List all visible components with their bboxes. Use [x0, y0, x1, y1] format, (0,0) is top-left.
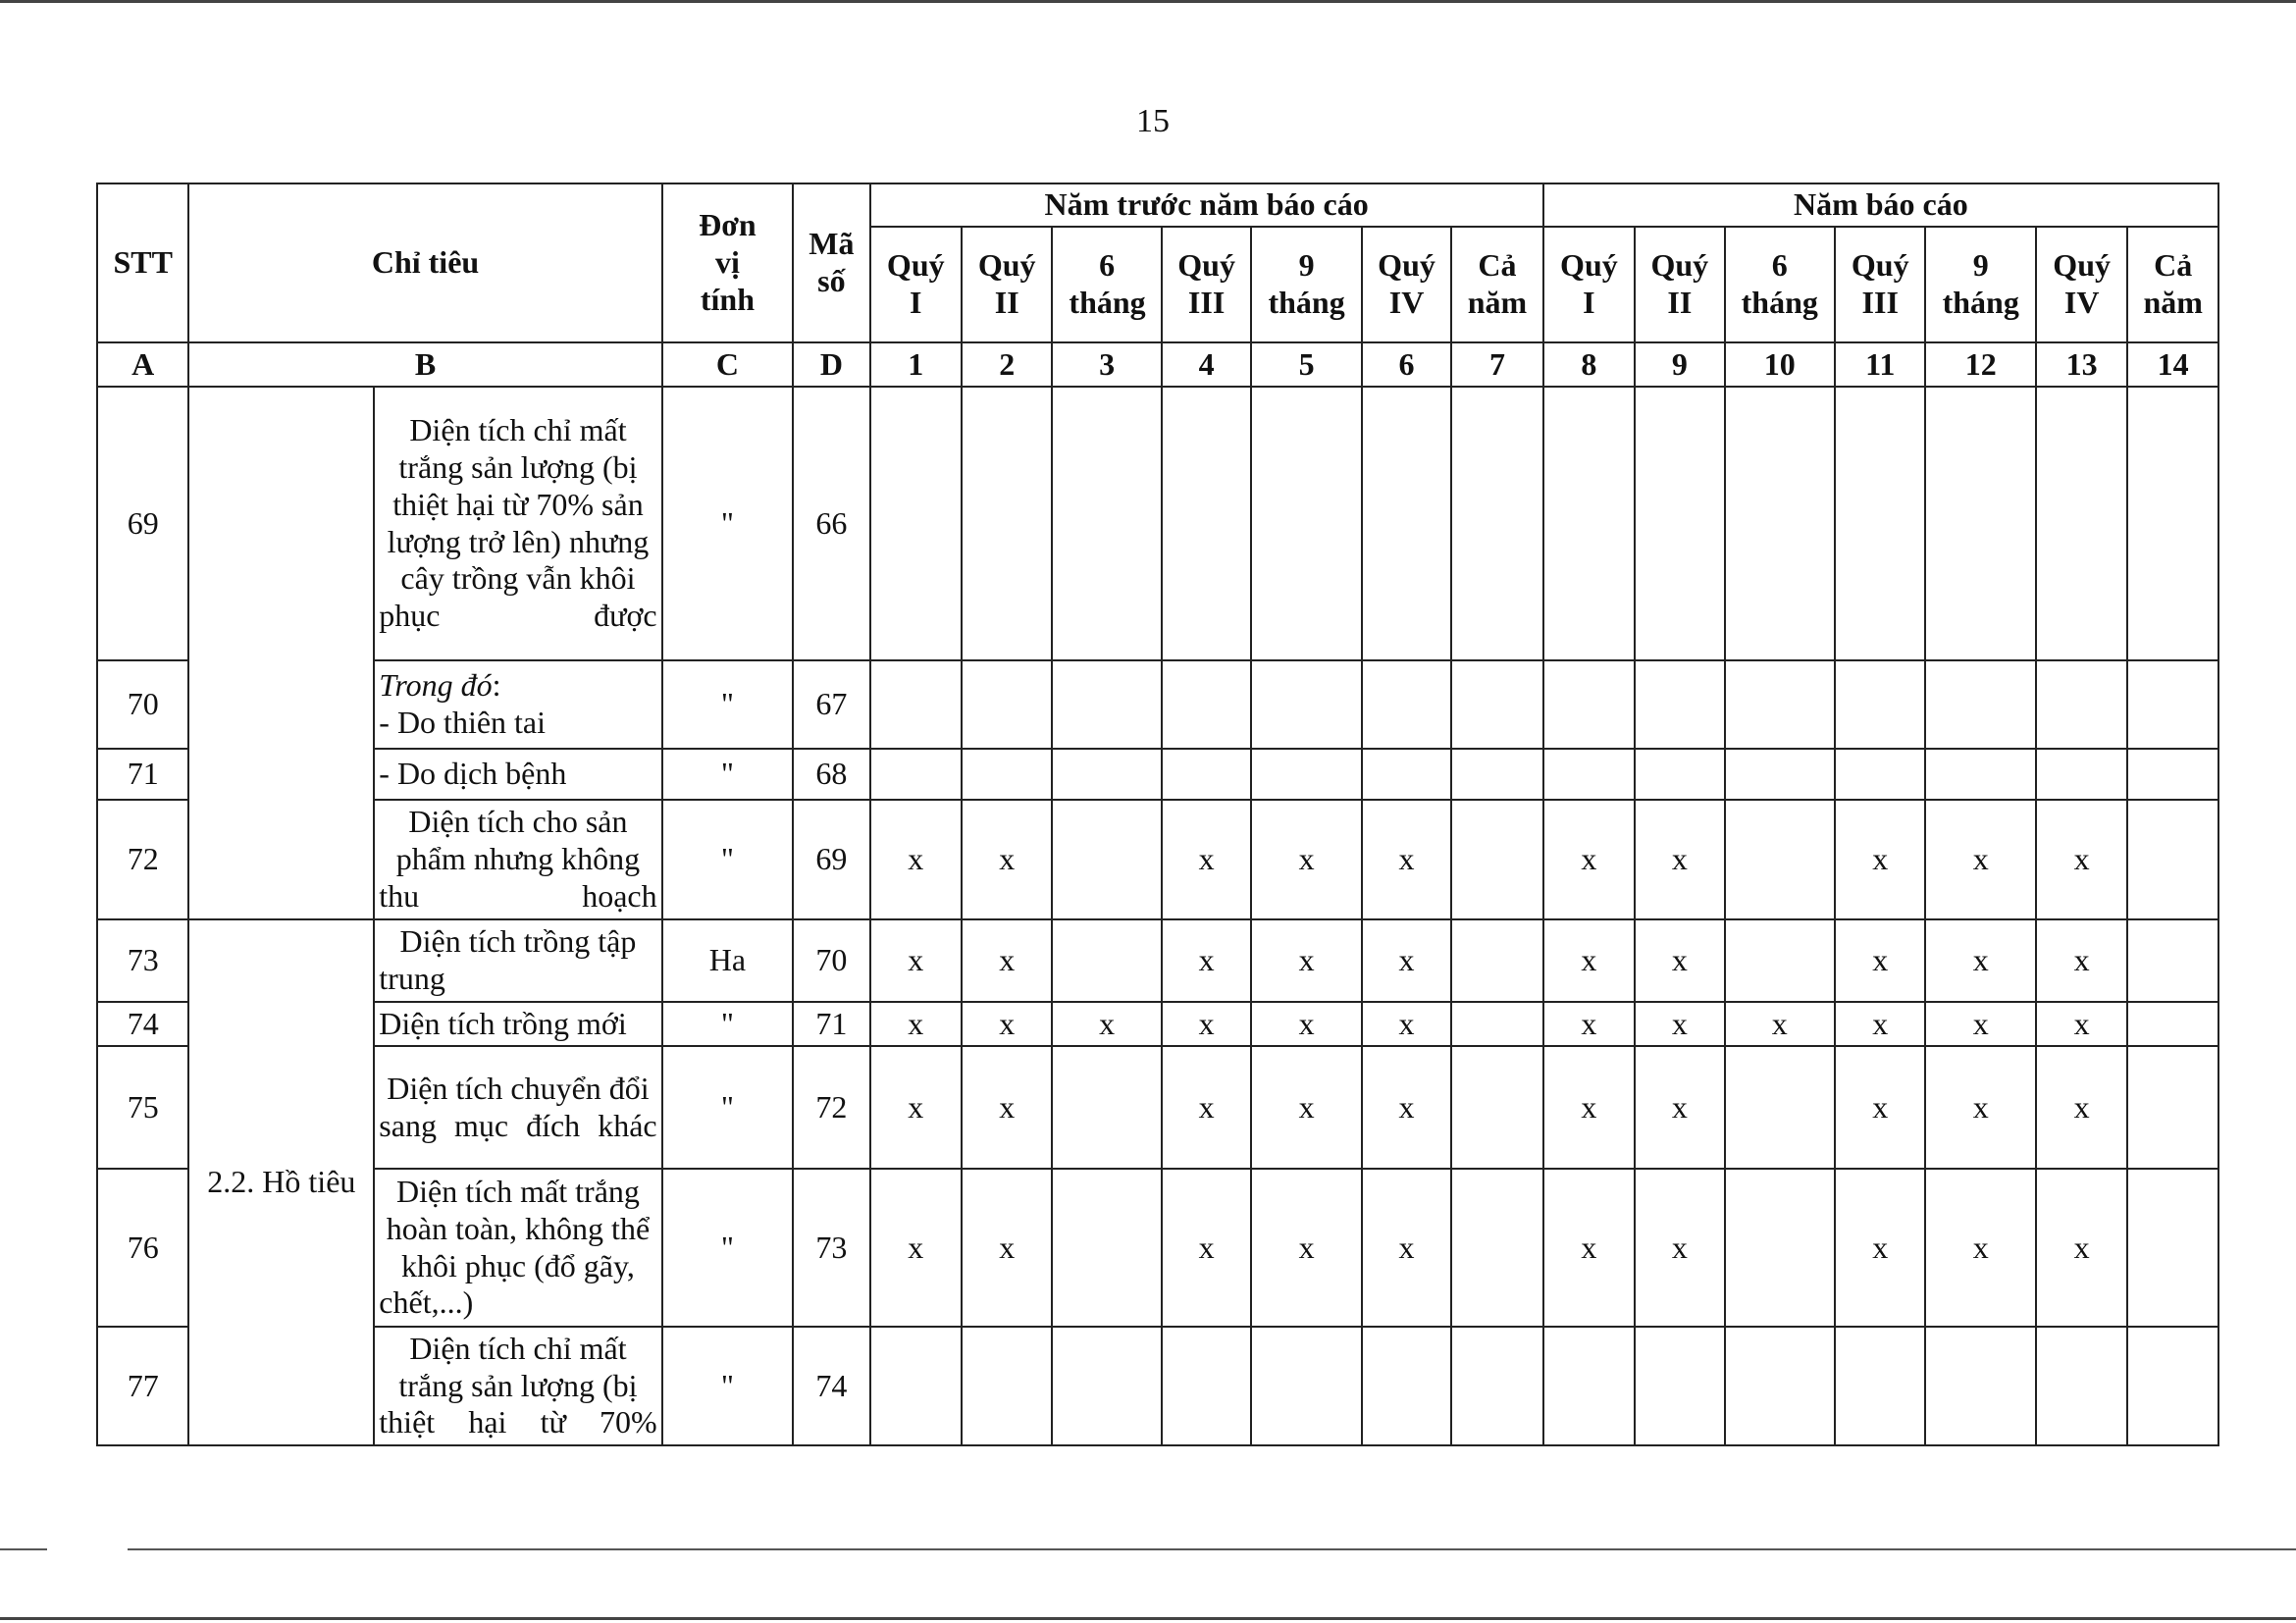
header-period: 6 tháng: [1725, 227, 1836, 342]
cell-mark: x: [1543, 800, 1635, 919]
row-desc: Diện tích trồng mới: [374, 1002, 661, 1046]
cell-mark: x: [2036, 919, 2127, 1002]
table-row: [97, 919, 2218, 1002]
cell-mark: [870, 1327, 962, 1445]
cell-mark: [2036, 1327, 2127, 1445]
cell-mark: [1251, 660, 1362, 749]
row-code: 67: [793, 660, 869, 749]
cell-mark: [1835, 387, 1925, 660]
cell-mark: x: [1543, 1002, 1635, 1046]
col-number: 14: [2127, 342, 2218, 387]
col-number: 9: [1635, 342, 1724, 387]
cell-mark: [2127, 387, 2218, 660]
header-period: Quý II: [962, 227, 1052, 342]
cell-mark: [1251, 387, 1362, 660]
cell-mark: x: [1362, 1002, 1451, 1046]
col-letter: D: [793, 342, 869, 387]
cell-mark: [1725, 800, 1836, 919]
cell-mark: x: [1543, 1169, 1635, 1327]
cell-mark: [1451, 1169, 1542, 1327]
cell-mark: x: [1251, 1046, 1362, 1169]
row-unit: ": [662, 1046, 794, 1169]
scan-line-top: [0, 0, 2296, 3]
row-stt: 75: [97, 1046, 188, 1169]
col-number: 4: [1162, 342, 1251, 387]
header-period: 9 tháng: [1925, 227, 2036, 342]
cell-mark: [1451, 800, 1542, 919]
row-desc: Diện tích chuyển đổi sang mục đích khác: [374, 1046, 661, 1169]
group-label: 2.2. Hồ tiêu: [188, 919, 374, 1445]
row-stt: 69: [97, 387, 188, 660]
cell-mark: x: [1635, 1002, 1724, 1046]
header-prev-year: Năm trước năm báo cáo: [870, 183, 1543, 227]
cell-mark: x: [1251, 800, 1362, 919]
cell-mark: x: [2036, 1002, 2127, 1046]
cell-mark: [2036, 749, 2127, 800]
cell-mark: x: [1162, 800, 1251, 919]
row-unit: ": [662, 800, 794, 919]
col-letter: A: [97, 342, 188, 387]
row-stt: 76: [97, 1169, 188, 1327]
cell-mark: x: [870, 1046, 962, 1169]
cell-mark: x: [1543, 1046, 1635, 1169]
cell-mark: [1635, 749, 1724, 800]
col-number: 1: [870, 342, 962, 387]
cell-mark: x: [1251, 919, 1362, 1002]
cell-mark: [2127, 1327, 2218, 1445]
col-number: 6: [1362, 342, 1451, 387]
cell-mark: [1162, 1327, 1251, 1445]
cell-mark: [1362, 387, 1451, 660]
row-desc: Diện tích cho sản phẩm nhưng không thu hoạch: [374, 800, 661, 919]
cell-mark: [1162, 660, 1251, 749]
cell-mark: x: [870, 1169, 962, 1327]
scan-line-bottom-left: [0, 1548, 47, 1550]
cell-mark: [2127, 800, 2218, 919]
row-unit: ": [662, 660, 794, 749]
row-code: 71: [793, 1002, 869, 1046]
cell-mark: x: [1635, 1169, 1724, 1327]
cell-mark: x: [1251, 1002, 1362, 1046]
row-code: 74: [793, 1327, 869, 1445]
table-row: [97, 1327, 2218, 1445]
cell-mark: [2127, 749, 2218, 800]
cell-mark: [962, 387, 1052, 660]
row-unit: ": [662, 749, 794, 800]
cell-mark: [2127, 1169, 2218, 1327]
header-period: 9 tháng: [1251, 227, 1362, 342]
row-desc-line: - Do thiên tai: [379, 705, 547, 740]
row-code: 69: [793, 800, 869, 919]
col-letter: B: [188, 342, 661, 387]
row-unit: Ha: [662, 919, 794, 1002]
header-period: Cả năm: [1451, 227, 1542, 342]
header-chi-tieu: Chỉ tiêu: [188, 183, 661, 342]
cell-mark: x: [870, 800, 962, 919]
cell-mark: x: [870, 919, 962, 1002]
cell-mark: x: [1835, 1169, 1925, 1327]
cell-mark: [1451, 1327, 1542, 1445]
cell-mark: [1543, 660, 1635, 749]
cell-mark: x: [1925, 1002, 2036, 1046]
row-desc: [374, 660, 661, 749]
cell-mark: [962, 660, 1052, 749]
header-period: Quý I: [870, 227, 962, 342]
cell-mark: [1725, 387, 1836, 660]
cell-mark: [1052, 919, 1162, 1002]
cell-mark: x: [1925, 1046, 2036, 1169]
cell-mark: x: [1162, 1169, 1251, 1327]
cell-mark: [1251, 749, 1362, 800]
header-ma-so: Mã số: [793, 183, 869, 342]
scan-line-bottom: [128, 1548, 2296, 1550]
cell-mark: x: [1543, 919, 1635, 1002]
cell-mark: [1451, 749, 1542, 800]
cell-mark: [870, 387, 962, 660]
cell-mark: [1052, 800, 1162, 919]
cell-mark: x: [1635, 919, 1724, 1002]
cell-mark: [1543, 1327, 1635, 1445]
cell-mark: [1162, 749, 1251, 800]
table-row: [97, 1046, 2218, 1169]
cell-mark: x: [1925, 800, 2036, 919]
row-unit: ": [662, 1169, 794, 1327]
row-stt: 70: [97, 660, 188, 749]
cell-mark: x: [962, 1046, 1052, 1169]
row-code: 73: [793, 1169, 869, 1327]
table-row: [97, 660, 2218, 749]
table-row: [97, 800, 2218, 919]
cell-mark: x: [1162, 1002, 1251, 1046]
cell-mark: [2127, 1002, 2218, 1046]
cell-mark: [2127, 919, 2218, 1002]
cell-mark: [1925, 749, 2036, 800]
row-stt: 73: [97, 919, 188, 1002]
cell-mark: [962, 749, 1052, 800]
row-desc-colon: :: [492, 667, 501, 704]
cell-mark: x: [1835, 1046, 1925, 1169]
cell-mark: x: [1362, 1169, 1451, 1327]
cell-mark: [1451, 919, 1542, 1002]
cell-mark: [1925, 660, 2036, 749]
header-period: Quý I: [1543, 227, 1635, 342]
row-stt: 74: [97, 1002, 188, 1046]
cell-mark: x: [1635, 800, 1724, 919]
row-desc-italic: Trong đó: [379, 667, 493, 704]
page-number: 15: [1136, 103, 1170, 139]
table-row: [97, 749, 2218, 800]
report-table: [96, 183, 2219, 1446]
cell-mark: [1925, 1327, 2036, 1445]
cell-mark: [1362, 660, 1451, 749]
row-stt: 72: [97, 800, 188, 919]
col-letter: C: [662, 342, 794, 387]
cell-mark: [1725, 660, 1836, 749]
row-unit: ": [662, 1327, 794, 1445]
row-unit: ": [662, 1002, 794, 1046]
col-number: 8: [1543, 342, 1635, 387]
col-number: 10: [1725, 342, 1836, 387]
col-number: 11: [1835, 342, 1925, 387]
cell-mark: [962, 1327, 1052, 1445]
cell-mark: [1162, 387, 1251, 660]
cell-mark: [1635, 387, 1724, 660]
header-stt: STT: [97, 183, 188, 342]
cell-mark: [1451, 1046, 1542, 1169]
cell-mark: [1835, 1327, 1925, 1445]
cell-mark: [1451, 660, 1542, 749]
cell-mark: [1052, 660, 1162, 749]
cell-mark: x: [1251, 1169, 1362, 1327]
cell-mark: [870, 660, 962, 749]
header-period: Cả năm: [2127, 227, 2218, 342]
header-period: Quý IV: [2036, 227, 2127, 342]
cell-mark: [1052, 1169, 1162, 1327]
cell-mark: [1052, 1327, 1162, 1445]
cell-mark: x: [2036, 800, 2127, 919]
col-number: 5: [1251, 342, 1362, 387]
row-desc: Diện tích chỉ mất trắng sản lượng (bị thiệt hại từ 70%: [374, 1327, 661, 1445]
row-code: 66: [793, 387, 869, 660]
cell-mark: [1835, 749, 1925, 800]
cell-mark: x: [1835, 919, 1925, 1002]
header-period: Quý III: [1162, 227, 1251, 342]
table-row: [97, 1169, 2218, 1327]
cell-mark: [1725, 1327, 1836, 1445]
cell-mark: x: [1925, 919, 2036, 1002]
cell-mark: [1635, 1327, 1724, 1445]
row-stt: 77: [97, 1327, 188, 1445]
cell-mark: [1543, 387, 1635, 660]
row-code: 72: [793, 1046, 869, 1169]
cell-mark: [1052, 1046, 1162, 1169]
cell-mark: [1251, 1327, 1362, 1445]
cell-mark: [1543, 749, 1635, 800]
cell-mark: [1451, 1002, 1542, 1046]
cell-mark: [870, 749, 962, 800]
row-desc: Diện tích chỉ mất trắng sản lượng (bị thiệt hại từ 70% sản lượng trở lên) nhưng cây trồng vẫn khôi phục được: [374, 387, 661, 660]
cell-mark: x: [1162, 1046, 1251, 1169]
cell-mark: [2036, 660, 2127, 749]
cell-mark: x: [1362, 1046, 1451, 1169]
header-period: 6 tháng: [1052, 227, 1162, 342]
cell-mark: x: [962, 800, 1052, 919]
cell-mark: x: [2036, 1169, 2127, 1327]
col-number: 2: [962, 342, 1052, 387]
cell-mark: [1362, 1327, 1451, 1445]
header-period: Quý IV: [1362, 227, 1451, 342]
table-row: [97, 1002, 2218, 1046]
cell-mark: x: [962, 919, 1052, 1002]
table-row: [97, 387, 2218, 660]
cell-mark: [1835, 660, 1925, 749]
row-code: 70: [793, 919, 869, 1002]
row-unit: ": [662, 387, 794, 660]
header-don-vi-tinh: Đơn vị tính: [662, 183, 794, 342]
header-report-year: Năm báo cáo: [1543, 183, 2218, 227]
cell-mark: [2036, 387, 2127, 660]
header-period: Quý III: [1835, 227, 1925, 342]
group-cell-empty: [188, 387, 374, 919]
cell-mark: [1052, 387, 1162, 660]
cell-mark: [2127, 660, 2218, 749]
col-number: 13: [2036, 342, 2127, 387]
cell-mark: [1725, 919, 1836, 1002]
cell-mark: [1362, 749, 1451, 800]
col-number: 3: [1052, 342, 1162, 387]
cell-mark: [1725, 1169, 1836, 1327]
row-stt: 71: [97, 749, 188, 800]
cell-mark: x: [1835, 800, 1925, 919]
scan-line-edge: [0, 1617, 2296, 1620]
cell-mark: [2127, 1046, 2218, 1169]
cell-mark: [1052, 749, 1162, 800]
header-period: Quý II: [1635, 227, 1724, 342]
cell-mark: x: [1635, 1046, 1724, 1169]
row-code: 68: [793, 749, 869, 800]
cell-mark: [1725, 1046, 1836, 1169]
cell-mark: x: [1362, 919, 1451, 1002]
cell-mark: x: [1835, 1002, 1925, 1046]
cell-mark: x: [1925, 1169, 2036, 1327]
cell-mark: x: [870, 1002, 962, 1046]
cell-mark: x: [1362, 800, 1451, 919]
cell-mark: x: [1725, 1002, 1836, 1046]
cell-mark: x: [2036, 1046, 2127, 1169]
cell-mark: [1925, 387, 2036, 660]
col-number: 7: [1451, 342, 1542, 387]
cell-mark: x: [962, 1002, 1052, 1046]
row-desc: Diện tích trồng tập trung: [374, 919, 661, 1002]
cell-mark: x: [1162, 919, 1251, 1002]
row-desc: - Do dịch bệnh: [374, 749, 661, 800]
col-number: 12: [1925, 342, 2036, 387]
cell-mark: [1635, 660, 1724, 749]
cell-mark: [1725, 749, 1836, 800]
cell-mark: [1451, 387, 1542, 660]
cell-mark: x: [962, 1169, 1052, 1327]
row-desc: Diện tích mất trắng hoàn toàn, không thể khôi phục (đổ gãy, chết,...): [374, 1169, 661, 1327]
cell-mark: x: [1052, 1002, 1162, 1046]
